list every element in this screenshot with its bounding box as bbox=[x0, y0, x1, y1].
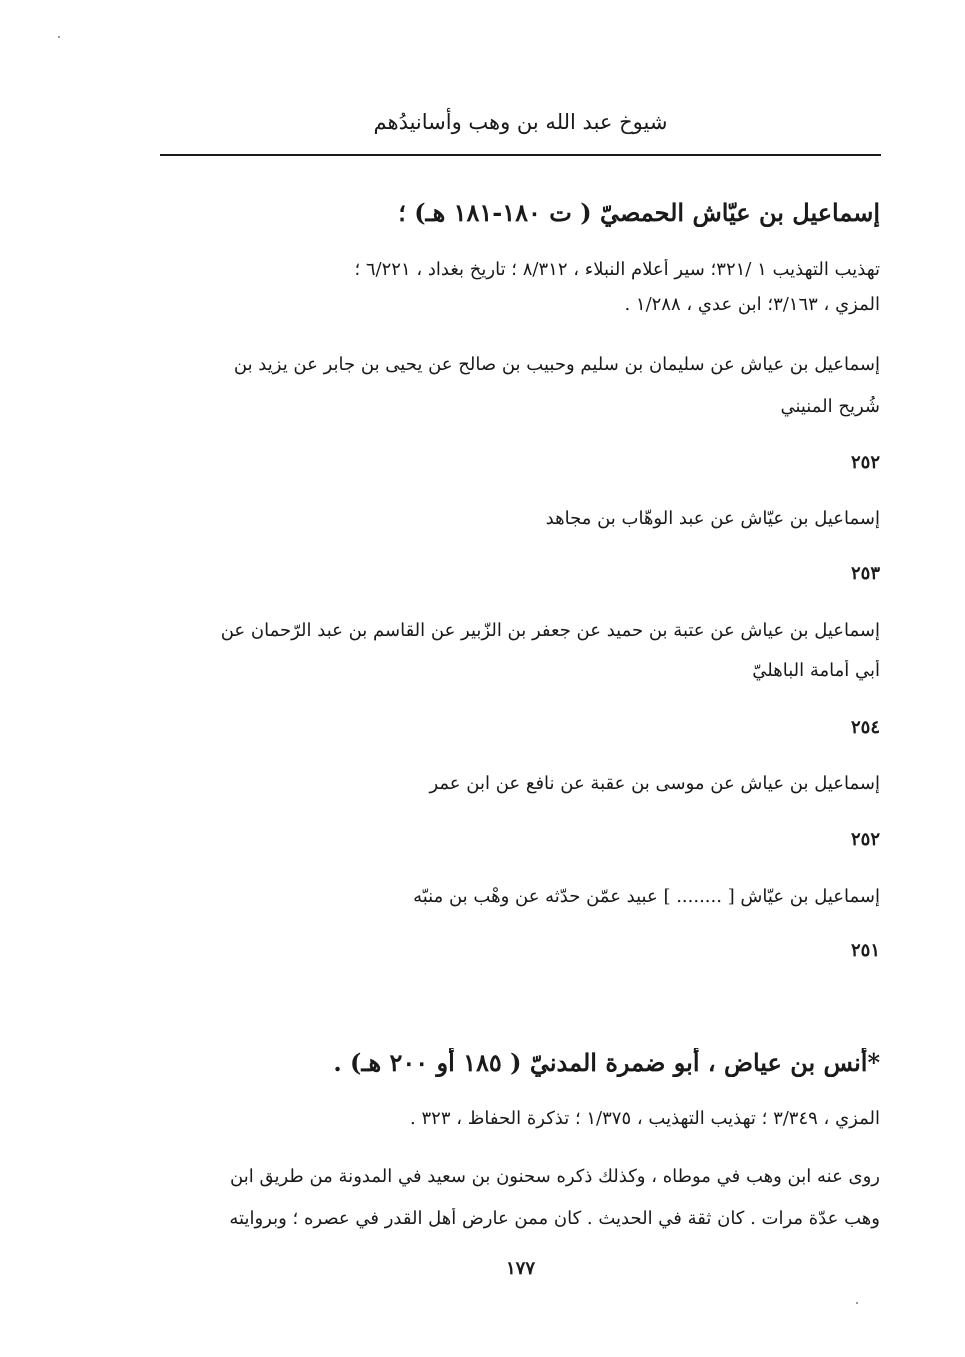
isnad-chain-line: إسماعيل بن عيّاش عن عبد الوهّاب بن مجاهد bbox=[545, 508, 880, 529]
section-heading-ismail-ibn-ayyash: إسماعيل بن عيّاش الحمصيّ ( ت ١٨٠-١٨١ هـ) ؛ bbox=[398, 198, 880, 227]
header-rule bbox=[160, 154, 881, 156]
reference-line: المزي ، ٣/٣٤٩ ؛ تهذيب التهذيب ، ١/٣٧٥ ؛ تذكرة الحفاظ ، ٣٢٣ . bbox=[410, 1108, 880, 1129]
hadith-number: ٢٥٢ bbox=[850, 829, 880, 850]
reference-line: المزي ، ٣/١٦٣؛ ابن عدي ، ١/٢٨٨ . bbox=[624, 294, 880, 315]
isnad-chain-line: إسماعيل بن عياش عن سليمان بن سليم وحبيب بن صالح عن يحيى بن جابر عن يزيد بن bbox=[233, 354, 880, 375]
scan-speck bbox=[58, 36, 60, 38]
isnad-chain-line: أبي أمامة الباهليّ bbox=[752, 660, 880, 681]
isnad-chain-line: إسماعيل بن عياش عن عتبة بن حميد عن جعفر بن الزّبير عن القاسم بن عبد الرّحمان عن bbox=[220, 620, 880, 641]
prose-line: وهب عدّة مرات . كان ثقة في الحديث . كان ممن عارض أهل القدر في عصره ؛ وبروايته bbox=[229, 1208, 880, 1229]
hadith-number: ٢٥٣ bbox=[850, 563, 880, 584]
hadith-number: ٢٥٢ bbox=[850, 452, 880, 473]
scan-speck bbox=[856, 1302, 858, 1304]
reference-line: تهذيب التهذيب ١ /٣٢١؛ سير أعلام النبلاء ، ٨/٣١٢ ؛ تاريخ بغداد ، ٦/٢٢١ ؛ bbox=[354, 259, 880, 280]
prose-line: روى عنه ابن وهب في موطاه ، وكذلك ذكره سحنون بن سعيد في المدونة من طريق ابن bbox=[230, 1166, 880, 1187]
page-number: ١٧٧ bbox=[505, 1258, 535, 1279]
section-heading-anas-ibn-iyad: *أنس بن عياض ، أبو ضمرة المدنيّ ( ١٨٥ أو ٢٠٠ هـ) . bbox=[333, 1048, 880, 1077]
isnad-chain-line: إسماعيل بن عياش عن موسى بن عقبة عن نافع عن ابن عمر bbox=[429, 773, 880, 794]
isnad-chain-line: إسماعيل بن عيّاش [ ........ ] عبيد عمّن حدّثه عن وهْب بن منبّه bbox=[413, 886, 880, 907]
hadith-number: ٢٥١ bbox=[850, 940, 880, 961]
isnad-chain-line: شُريح المنيني bbox=[780, 396, 880, 417]
running-header: شيوخ عبد الله بن وهب وأسانيدُهم bbox=[373, 110, 668, 134]
hadith-number: ٢٥٤ bbox=[850, 717, 880, 738]
